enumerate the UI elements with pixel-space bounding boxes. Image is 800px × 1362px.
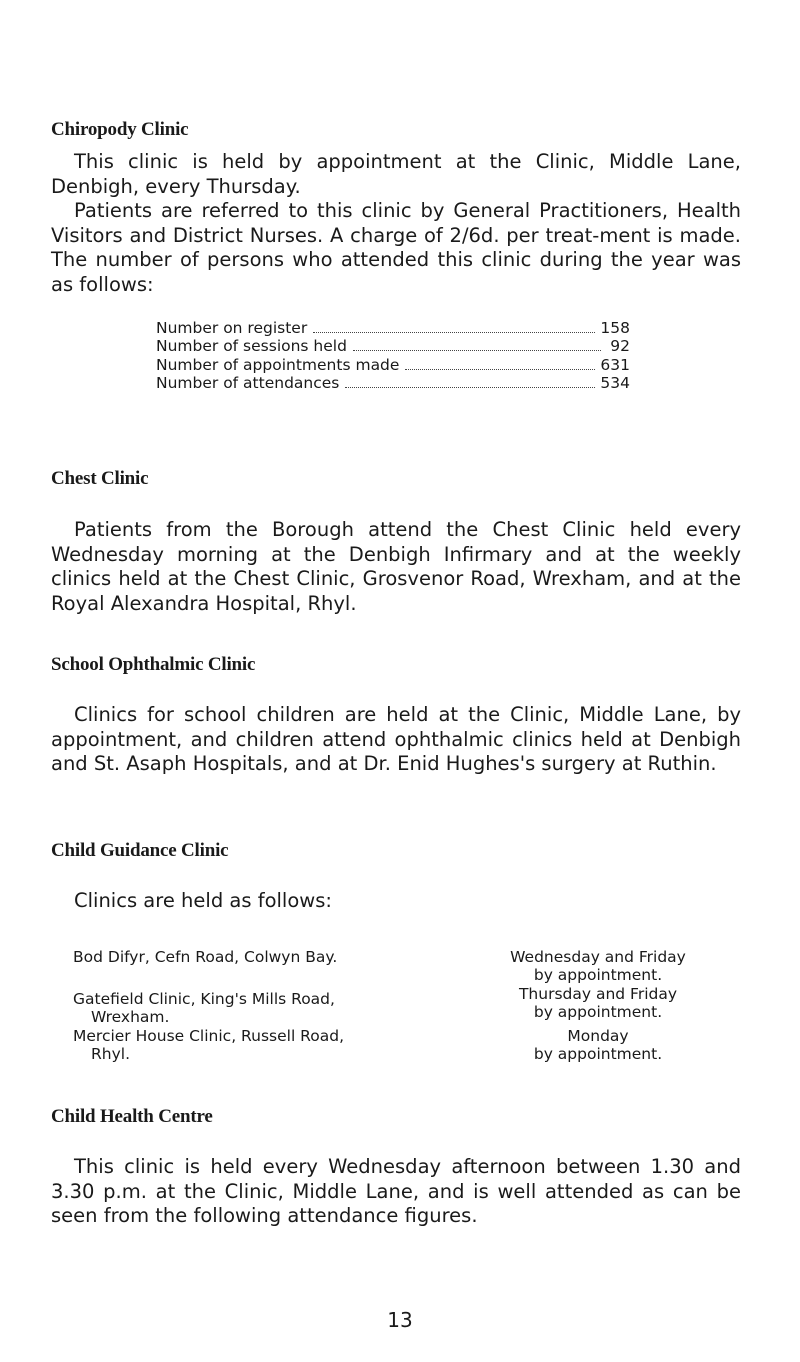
stat-row [156,356,630,374]
chest-clinic-paragraph: Patients from the Borough attend the Chest Clinic held every Wednesday morning at the Denbigh Infirmary and at the weekly clinics held at the Chest Clinic, Grosvenor Road, Wrexham, and at the Royal Alexandra Hospital, Rhyl. [51,518,741,615]
clinic-location-line: Bod Difyr, Cefn Road, Colwyn Bay. [73,948,338,966]
child-guidance-intro-text: Clinics are held as follows: [74,889,332,912]
clinic-location [73,948,413,966]
clinic-location-town: Wrexham. [91,1008,170,1027]
chiropody-paragraph-1: This clinic is held by appointment at the Clinic, Middle Lane, Denbigh, every Thursday. [51,150,741,198]
dot-leader [313,332,595,333]
stat-label: Number of attendances [156,373,340,392]
dot-leader [353,350,601,351]
clinic-location-line: Gatefield Clinic, King's Mills Road, [73,990,335,1008]
stat-value: 631 [600,355,630,374]
ophthalmic-heading: School Ophthalmic Clinic [51,654,256,675]
chiropody-stats [156,319,630,392]
clinic-times [478,948,718,985]
stat-row [156,337,630,355]
chest-clinic-text [51,518,741,616]
stat-label: Number of appointments made [156,355,400,374]
clinic-days: Thursday and Friday [518,985,678,1003]
clinic-appointment-note: by appointment. [533,966,663,985]
chiropody-heading: Chiropody Clinic [51,119,189,140]
dot-leader [405,369,595,370]
stat-label: Number on register [156,319,308,337]
stat-value: 92 [610,337,630,356]
stat-label: Number of sessions held [156,337,347,356]
ophthalmic-text [51,703,741,777]
stat-value: 158 [600,319,630,337]
clinic-location-town: Rhyl. [91,1045,130,1064]
stat-row [156,374,630,392]
clinic-location [73,1027,413,1064]
clinic-times [478,1027,718,1064]
page-number: 13 [387,1308,413,1332]
clinic-days: Monday [567,1027,629,1045]
clinic-location [73,990,413,1027]
child-health-centre-heading: Child Health Centre [51,1106,213,1127]
clinic-appointment-note: by appointment. [533,1003,663,1022]
chiropody-text [51,150,741,297]
child-health-centre-text [51,1155,741,1229]
chiropody-paragraph-2: Patients are referred to this clinic by General Practitioners, Health Visitors and District Nurses. A charge of 2/6d. per treat-ment is made. The number of persons who attended this clinic during the year was as follows: [51,199,741,296]
clinic-times [478,985,718,1022]
clinic-days: Wednesday and Friday [510,948,686,966]
child-guidance-intro [51,889,741,914]
ophthalmic-paragraph: Clinics for school children are held at the Clinic, Middle Lane, by appointment, and children attend ophthalmic clinics held at Denbigh and St. Asaph Hospitals, and at Dr. Enid Hughes's surgery at Ruthin. [51,703,741,775]
stat-row [156,319,630,337]
clinic-location-line: Mercier House Clinic, Russell Road, [73,1027,344,1045]
clinic-appointment-note: by appointment. [533,1045,663,1064]
child-guidance-heading: Child Guidance Clinic [51,840,229,861]
child-health-centre-paragraph: This clinic is held every Wednesday afternoon between 1.30 and 3.30 p.m. at the Clinic, Middle Lane, and is well attended as can be seen from the following attendance figures. [51,1155,741,1227]
dot-leader [345,387,595,388]
chest-clinic-heading: Chest Clinic [51,468,149,489]
stat-value: 534 [600,373,630,392]
